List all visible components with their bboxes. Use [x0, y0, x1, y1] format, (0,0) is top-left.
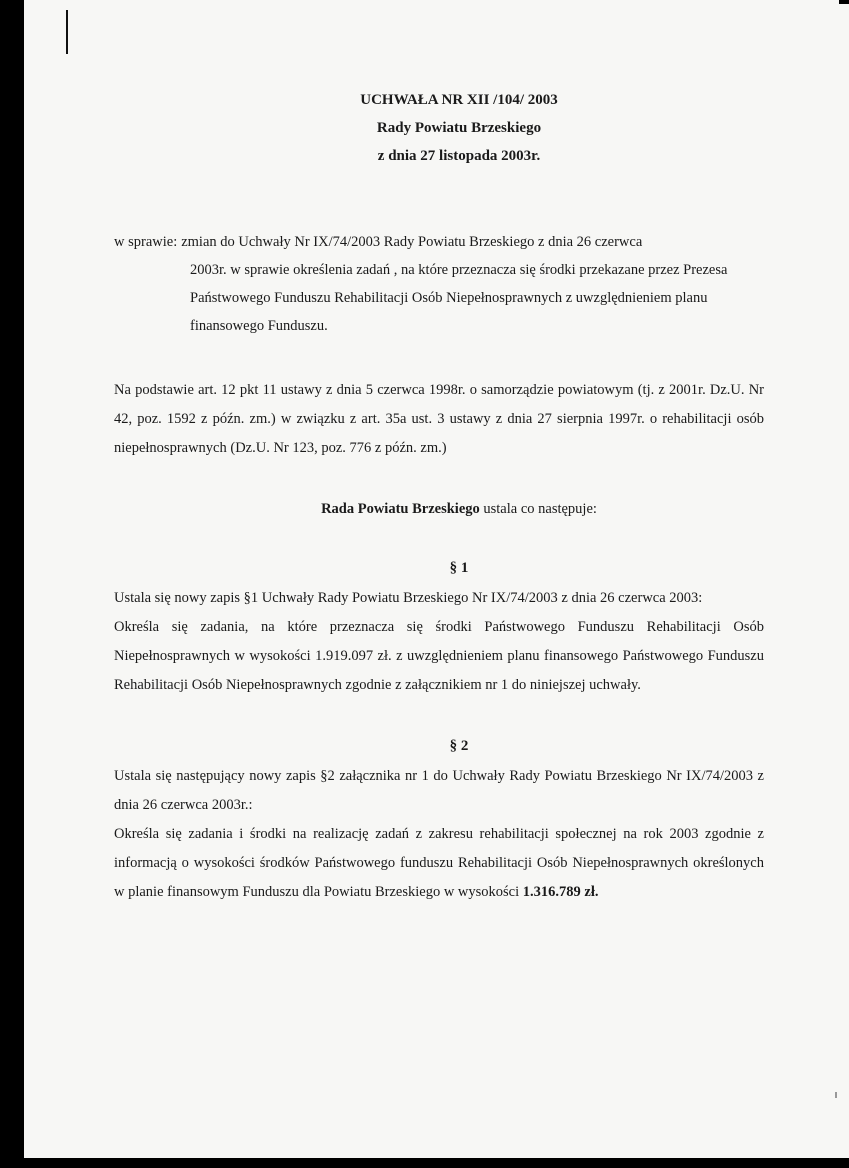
document-content — [114, 86, 764, 907]
section-1-body — [114, 584, 764, 700]
subject-label: w sprawie: — [114, 234, 178, 250]
legal-basis: Na podstawie art. 12 pkt 11 ustawy z dnia 5 czerwca 1998r. o samorządzie powiatowym (tj. z 2001r. Dz.U. Nr 42, poz. 1592 z późn. zm.) w związku z art. 35a ust. 3 ustawy z dnia 27 sierpnia 1997r. o rehabilitacji osób niepełnosprawnych (Dz.U. Nr 123, poz. 776 z późn. zm.) — [114, 382, 764, 456]
resolution-body-name: Rada Powiatu Brzeskiego — [321, 501, 480, 517]
subject-first-line: zmian do Uchwały Nr IX/74/2003 Rady Powiatu Brzeskiego z dnia 26 czerwca — [181, 234, 643, 250]
section-2-paragraph-2-text: Określa się zadania i środki na realizację zadań z zakresu rehabilitacji społecznej na rok 2003 zgodnie z informacją o wysokości środków Państwowego funduszu Rehabilitacji Osób Niepełnosprawnych określonych w planie finansowym Funduszu dla Powiatu Brzeskiego w wysokości — [114, 826, 764, 900]
scan-artifact — [835, 1092, 837, 1098]
section-1-heading: § 1 — [449, 560, 469, 576]
document-title — [154, 86, 764, 170]
scan-corner — [839, 0, 849, 4]
resolution-intro — [154, 501, 764, 518]
section-1-paragraph-1: Ustala się nowy zapis §1 Uchwały Rady Powiatu Brzeskiego Nr IX/74/2003 z dnia 26 czerwca 2003: — [114, 590, 703, 606]
section-2-body — [114, 762, 764, 907]
section-2-paragraph-2 — [114, 820, 764, 907]
title-line-3: z dnia 27 listopada 2003r. — [377, 148, 541, 164]
title-line-1: UCHWAŁA NR XII /104/ 2003 — [360, 92, 558, 108]
subject-block — [114, 228, 764, 256]
resolution-body-rest: ustala co następuje: — [479, 501, 597, 517]
margin-mark — [66, 10, 68, 54]
subject-rest: 2003r. w sprawie określenia zadań , na które przeznacza się środki przekazane przez Prezesa Państwowego Funduszu Rehabilitacji Osób Niepełnosprawnych z uwzględnieniem planu finansowego Funduszu. — [190, 262, 728, 334]
title-line-2: Rady Powiatu Brzeskiego — [376, 120, 542, 136]
section-2-paragraph-1: Ustala się następujący nowy zapis §2 załącznika nr 1 do Uchwały Rady Powiatu Brzeskiego Nr IX/74/2003 z dnia 26 czerwca 2003r.: — [114, 768, 764, 813]
section-2-heading: § 2 — [449, 738, 469, 754]
section-1-paragraph-2: Określa się zadania, na które przeznacza się środki Państwowego Funduszu Rehabilitacji Osób Niepełnosprawnych w wysokości 1.919.097 zł. z uwzględnieniem planu finansowego Państwowego Funduszu Rehabilitacji Osób Niepełnosprawnych zgodnie z załącznikiem nr 1 do niniejszej uchwały. — [114, 619, 764, 693]
subject-text — [114, 256, 764, 340]
document-page — [24, 0, 849, 1158]
section-2-amount: 1.316.789 zł. — [522, 884, 599, 900]
